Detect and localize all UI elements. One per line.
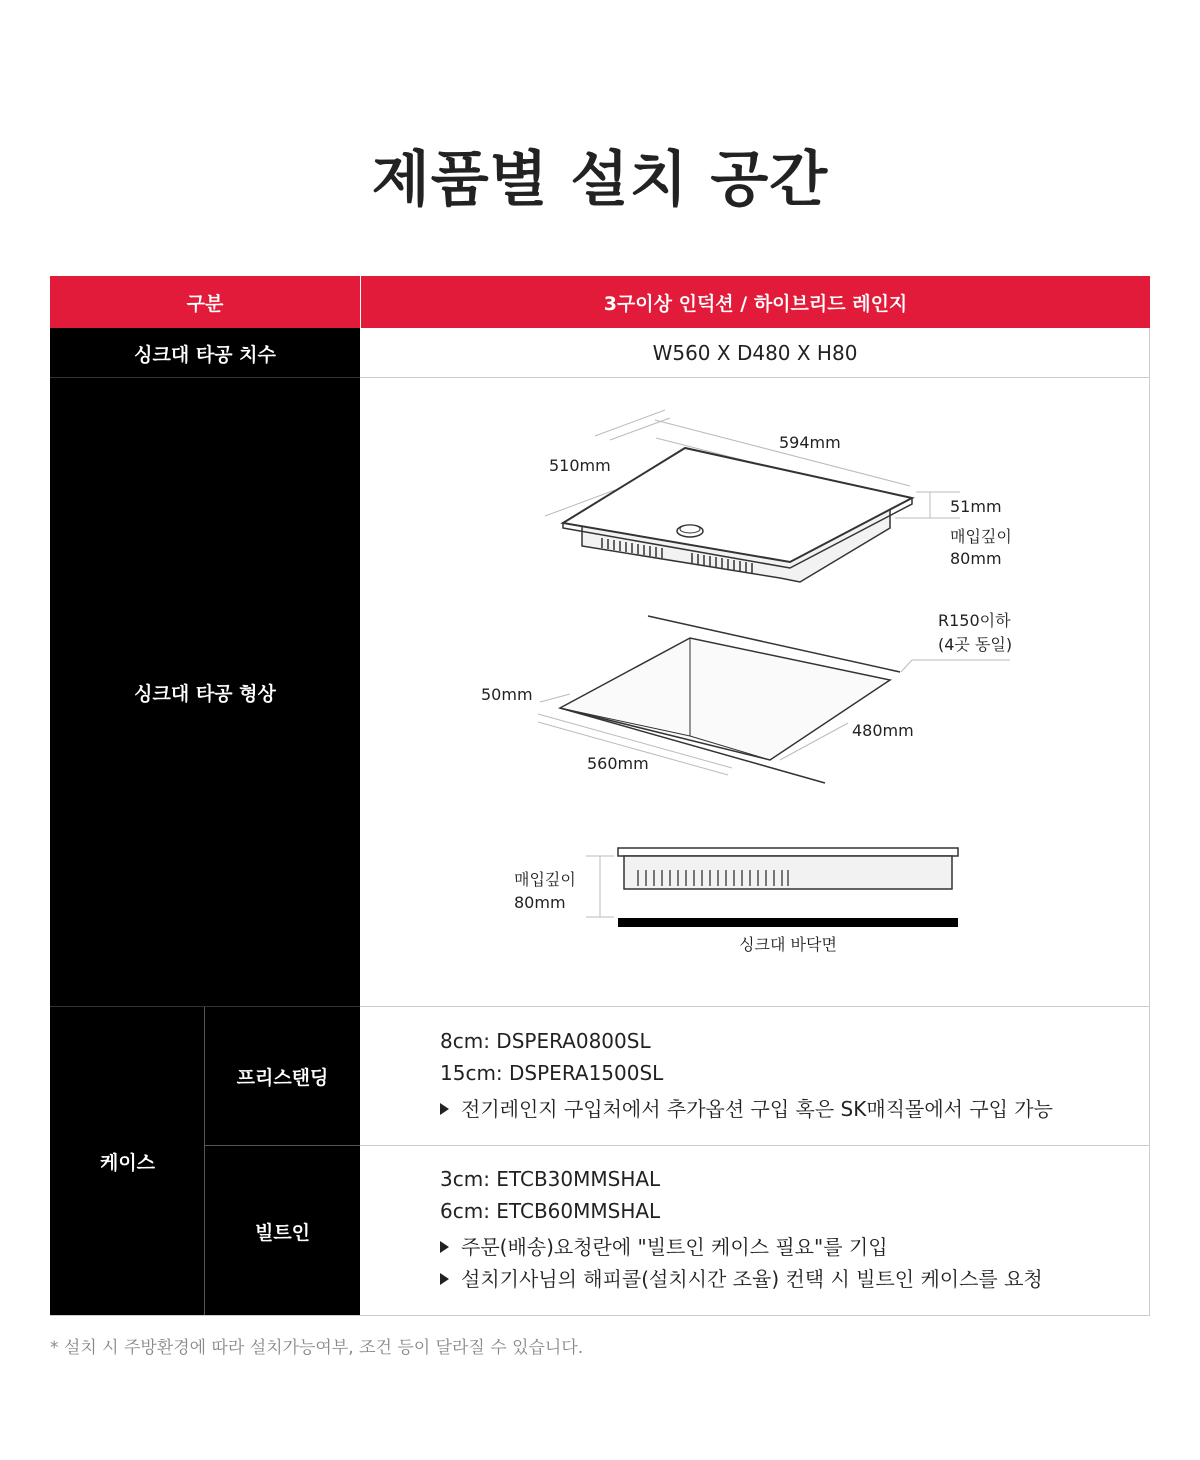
builtin-note-2: [440, 1263, 1043, 1295]
cutout-size-text: W560 X D480 X H80: [652, 341, 858, 365]
cooktop-width-label: 594mm: [779, 433, 841, 452]
cutout-depth-label: 480mm: [852, 721, 914, 740]
builtin-info-text: [440, 1163, 1043, 1295]
triangle-bullet-icon: [440, 1103, 449, 1115]
cutout-margin-label: 50mm: [481, 685, 533, 704]
installation-diagram: [360, 378, 1150, 1007]
side-embed-label: 매입깊이: [514, 870, 576, 889]
embed-depth-label: 매입깊이: [950, 527, 1012, 546]
freestanding-note-text: 전기레인지 구입처에서 추가옵션 구입 혹은 SK매직몰에서 구입 가능: [461, 1097, 1053, 1121]
builtin-note-1-text: 주문(배송)요청란에 "빌트인 케이스 필요"를 기입: [461, 1235, 888, 1259]
row-size-value: [360, 328, 1150, 378]
builtin-model-3cm: 3cm: ETCB30MMSHAL: [440, 1167, 661, 1191]
triangle-bullet-icon: [440, 1273, 449, 1285]
page-title: 제품별 설치 공간: [371, 145, 829, 215]
side-embed-value: 80mm: [514, 893, 566, 912]
builtin-label: 빌트인: [205, 1146, 360, 1316]
spec-table: [50, 276, 1150, 1316]
freestanding-model-15cm: 15cm: DSPERA1500SL: [440, 1061, 664, 1085]
triangle-bullet-icon: [440, 1241, 449, 1253]
row-case-label: 케이스: [50, 1007, 205, 1316]
freestanding-info-text: [440, 1025, 1053, 1125]
header-category: 구분: [50, 276, 360, 328]
footnote: * 설치 시 주방환경에 따라 설치가능여부, 조건 등이 달라질 수 있습니다.: [50, 1338, 584, 1358]
cooktop-depth-label: 510mm: [549, 456, 611, 475]
builtin-model-6cm: 6cm: ETCB60MMSHAL: [440, 1199, 661, 1223]
cooktop-height-label: 51mm: [950, 497, 1002, 516]
side-view-illustration: [586, 848, 958, 927]
builtin-note-1: [440, 1231, 1043, 1263]
cooktop-illustration: [545, 410, 960, 582]
row-shape-diagram: [360, 378, 1150, 1007]
row-size-label: 싱크대 타공 치수: [50, 328, 360, 378]
corner-radius-label: R150이하: [938, 611, 1011, 630]
cutout-width-label: 560mm: [587, 754, 649, 773]
sink-floor-label: 싱크대 바닥면: [739, 935, 837, 954]
freestanding-label: 프리스탠딩: [205, 1007, 360, 1146]
corner-note-label: (4곳 동일): [938, 635, 1013, 654]
builtin-note-2-text: 설치기사님의 해피콜(설치시간 조율) 컨택 시 빌트인 케이스를 요청: [461, 1267, 1043, 1291]
freestanding-note: [440, 1093, 1053, 1125]
header-product: 3구이상 인덕션 / 하이브리드 레인지: [360, 276, 1150, 328]
freestanding-model-8cm: 8cm: DSPERA0800SL: [440, 1029, 651, 1053]
row-shape-label: 싱크대 타공 형상: [50, 378, 360, 1007]
embed-depth-value: 80mm: [950, 549, 1002, 568]
